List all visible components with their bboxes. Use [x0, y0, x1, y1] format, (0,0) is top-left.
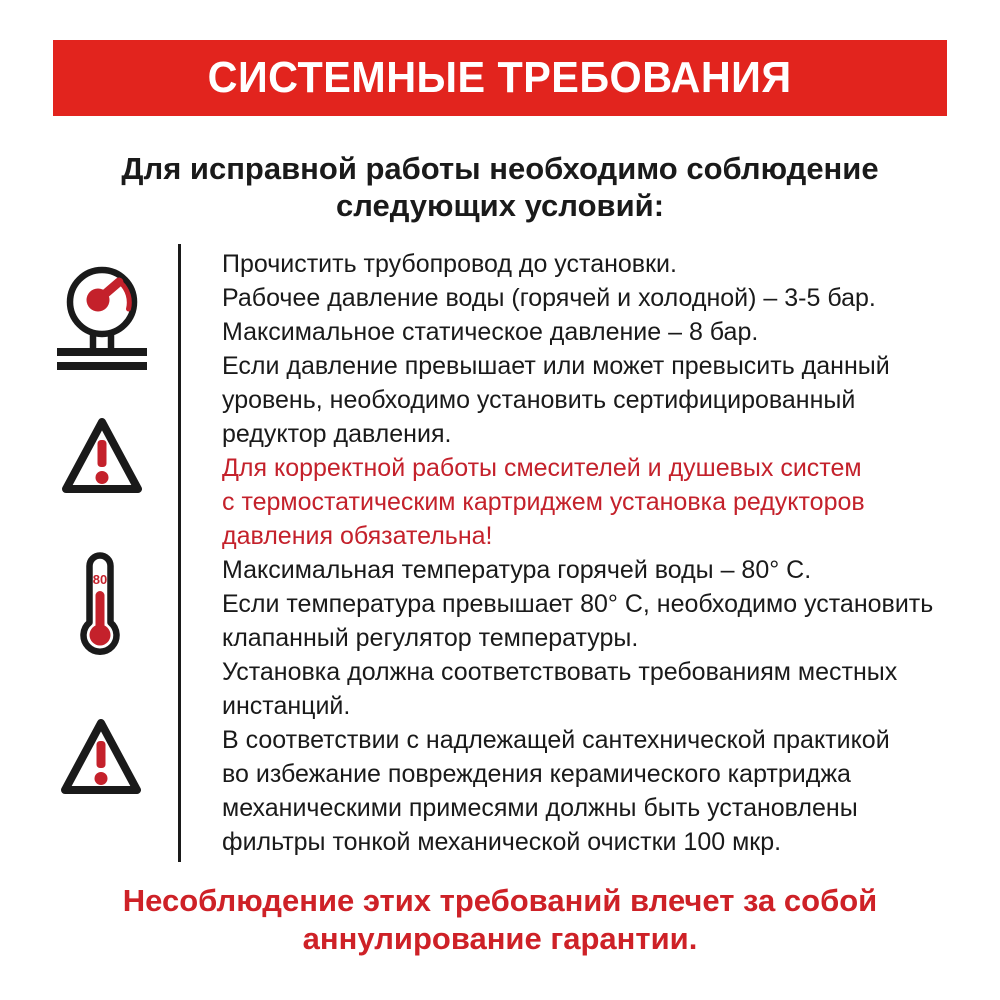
subtitle-line: следующих условий:: [335, 188, 665, 223]
page-title: СИСТЕМНЫЕ ТРЕБОВАНИЯ: [208, 53, 792, 102]
warranty-warning: [0, 882, 1000, 958]
thermometer-label: 80: [92, 572, 108, 587]
pressure-gauge-icon: [56, 260, 148, 370]
requirement-line: Максимальное статическое давление – 8 бар.: [222, 318, 759, 346]
requirement-line: с термостатическим картриджем установка редукторов: [222, 488, 865, 516]
requirement-line: фильтры тонкой механической очистки 100 мкр.: [222, 828, 782, 856]
banner: [53, 40, 947, 116]
thermometer-icon: [77, 551, 123, 655]
requirement-line: Установка должна соответствовать требованиям местных: [222, 658, 898, 686]
requirement-line: Прочистить трубопровод до установки.: [222, 250, 677, 278]
subtitle-line: Для исправной работы необходимо соблюдение: [121, 151, 879, 186]
requirement-line: механическими примесями должны быть установлены: [222, 794, 858, 822]
requirement-line: Если давление превышает или может превысить данный: [222, 352, 890, 380]
requirements-text: [222, 247, 952, 859]
warning-triangle-icon: [60, 415, 144, 503]
requirement-line: клапанный регулятор температуры.: [222, 624, 639, 652]
warranty-warning-line: аннулирование гарантии.: [302, 921, 698, 956]
requirement-line: во избежание повреждения керамического картриджа: [222, 760, 851, 788]
requirement-line: В соответствии с надлежащей сантехнической практикой: [222, 726, 890, 754]
warning-triangle-icon: [59, 716, 143, 804]
requirement-line: Максимальная температура горячей воды – 80° C.: [222, 556, 812, 584]
requirement-line: Для корректной работы смесителей и душевых систем: [222, 454, 862, 482]
requirement-line: уровень, необходимо установить сертифицированный: [222, 386, 856, 414]
vertical-divider: [178, 244, 181, 862]
page-subtitle: [0, 150, 1000, 224]
warranty-warning-line: Несоблюдение этих требований влечет за собой: [122, 883, 878, 918]
requirement-line: редуктор давления.: [222, 420, 452, 448]
requirement-line: Если температура превышает 80° C, необходимо установить: [222, 590, 934, 618]
requirement-line: инстанций.: [222, 692, 351, 720]
requirement-line: Рабочее давление воды (горячей и холодной) – 3-5 бар.: [222, 284, 876, 312]
requirement-line: давления обязательна!: [222, 522, 493, 550]
